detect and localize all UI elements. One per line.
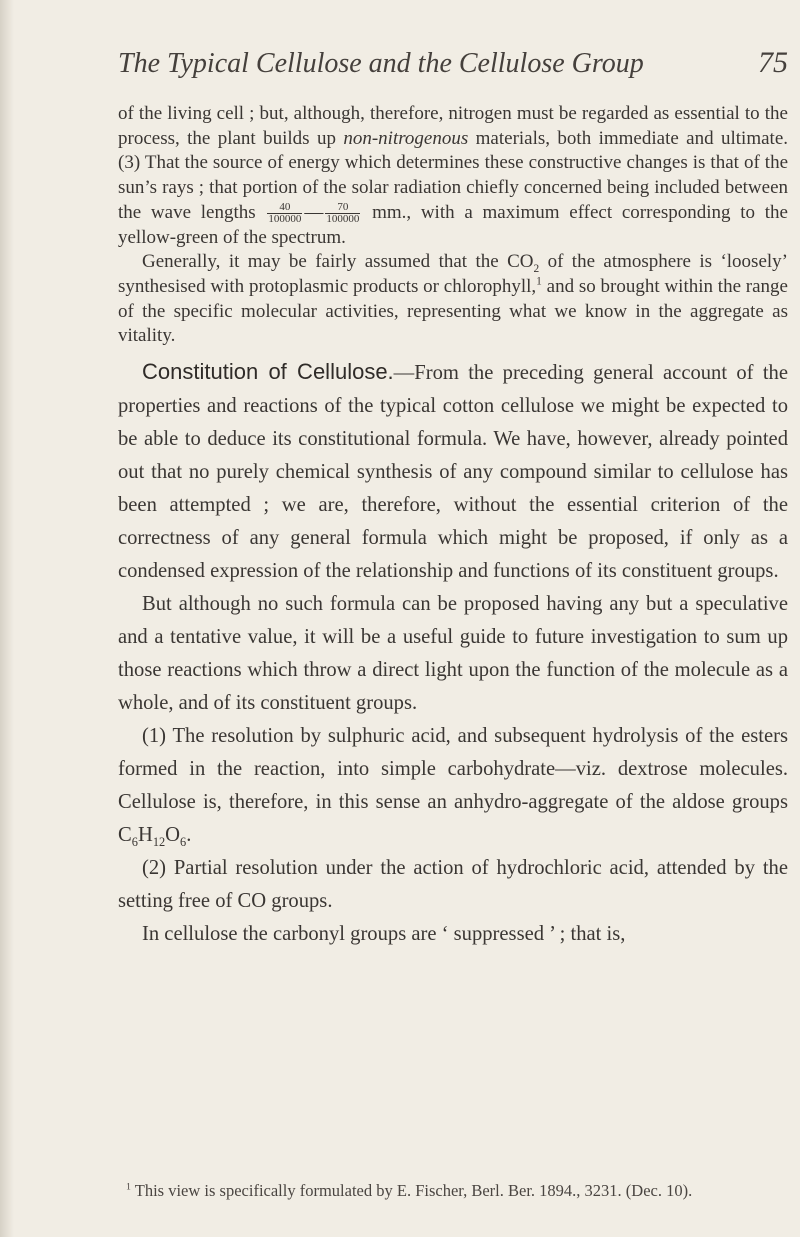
small-text-block	[118, 102, 788, 349]
footnote-marker: 1	[126, 1181, 131, 1193]
footnote-reference: 1	[536, 275, 542, 288]
paragraph-co2-synthesis: Generally, it may be fairly assumed that the $CO_2$ of the atmosphere is ‘loosely’ synthesised with protoplasmic products or chlorophyll,$^1$ and so brought within the range of the specific molecular activities, representing what we know in the aggregate as vitality.	[118, 251, 788, 347]
fraction-upper-wavelength: $\frac{70}{100000}$	[326, 200, 360, 225]
page-binding-edge	[0, 0, 14, 1237]
paragraph-carbonyl-groups: In cellulose the carbonyl groups are ‘ suppressed ’ ; that is,	[142, 923, 626, 946]
running-title: The Typical Cellulose and the Cellulose Group	[118, 48, 644, 79]
italic-term: non-nitrogenous	[343, 127, 469, 149]
paragraph-partial-resolution: (2) Partial resolution under the action of hydrochloric acid, attended by the setting free of CO groups.	[118, 857, 788, 913]
paragraph-speculative-formula: But although no such formula can be proposed having any but a speculative and a tentative value, it will be a useful guide to future investigation to sum up those reactions which throw a direct light upon the function of the molecule as a whole, and of its constituent groups.	[118, 593, 788, 715]
paragraph-resolution-sulphuric: (1) The resolution by sulphuric acid, and subsequent hydrolysis of the esters formed in the reaction, into simple carbohydrate—viz. dextrose molecules. Cellulose is, therefore, in this sense an anhydro-aggregate of the aldose groups $C_6H_{12}O_6$.	[118, 725, 788, 850]
footnote	[118, 1180, 788, 1202]
large-text-block	[118, 355, 788, 951]
section-constitution: Constitution of Cellulose.—From the preceding general account of the properties and reactions of the typical cotton cellulose we might be expected to be able to deduce its constitutional formula. We have, however, already pointed out that no purely chemical synthesis of any compound similar to cellulose has been attempted ; we are, therefore, without the essential criterion of the correctness of any general formula which might be proposed, if only as a condensed expression of the relationship and functions of its constituent groups.	[118, 359, 788, 583]
footnote-text: This view is specifically formulated by E. Fischer, Berl. Ber. 1894., 3231. (Dec. 10).	[130, 1181, 693, 1200]
page-number: 75	[758, 46, 788, 79]
body-text	[118, 102, 788, 951]
fraction-lower-wavelength: $\frac{40}{100000}$	[268, 200, 302, 225]
section-heading: Constitution of Cellulose.	[142, 359, 394, 385]
paragraph-living-cell: of the living cell ; but, although, therefore, nitrogen must be regarded as essential to the process, the plant builds up non-nitrogenous materials, both immediate and ultimate. (3) That the source of energy which determines these constructive changes is that of the sun’s rays ; that portion of the solar radiation chiefly concerned being included between the wave lengths $\frac{40}{100000}$ — $\frac{70}{100000}$ mm., with a maximum effect corresponding to the yellow-green of the spectrum.	[118, 103, 788, 248]
page-header	[118, 46, 788, 80]
